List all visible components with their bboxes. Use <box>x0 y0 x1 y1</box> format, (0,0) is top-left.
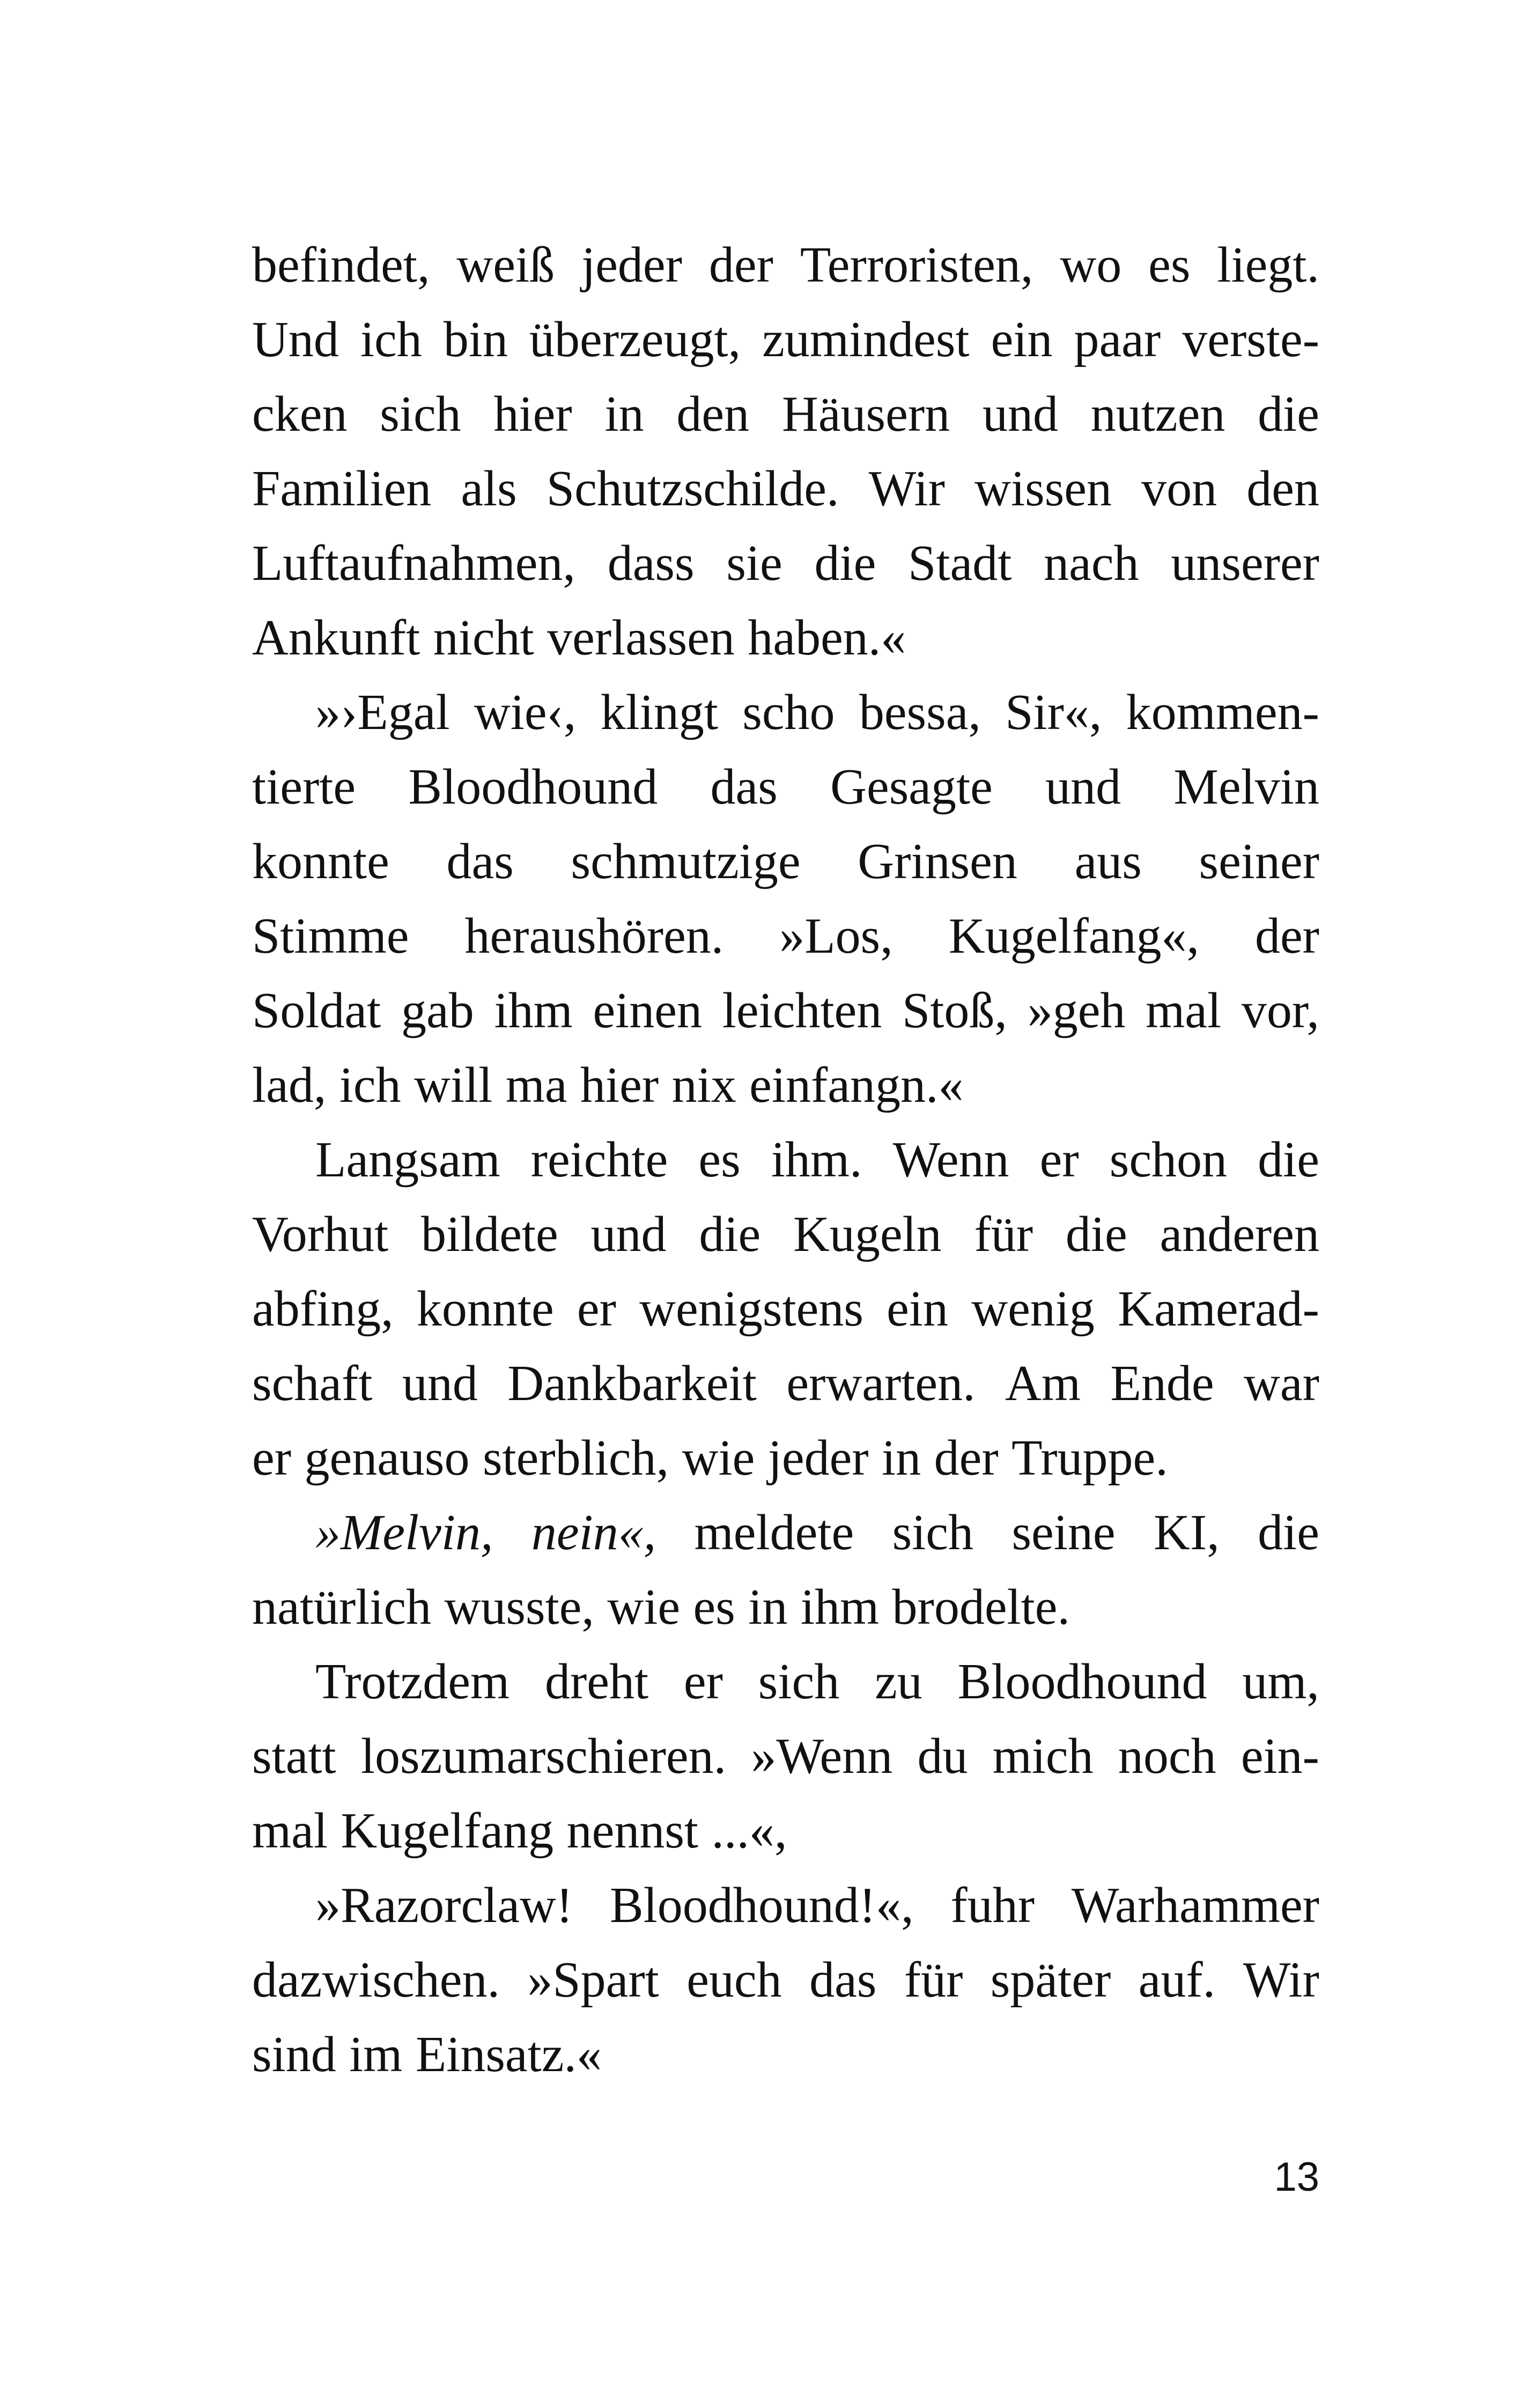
text-line: Stimme heraushören. »Los, Kugelfang«, der <box>252 908 1319 964</box>
text-line: Ankunft nicht verlassen haben.« <box>252 610 906 666</box>
text-line: Soldat gab ihm einen leichten Stoß, »geh mal vor, <box>252 983 1319 1039</box>
text-line: sind im Einsatz.« <box>252 2027 602 2082</box>
text-line: Vorhut bildete und die Kugeln für die anderen <box>252 1206 1319 1262</box>
body-text <box>252 228 1319 2092</box>
paragraph <box>252 1496 1319 1645</box>
text-line: Luftaufnahmen, dass sie die Stadt nach unserer <box>252 535 1319 591</box>
text-line: Und ich bin überzeugt, zumindest ein paar verste- <box>252 312 1319 367</box>
paragraph <box>252 1645 1319 1868</box>
text-line: cken sich hier in den Häusern und nutzen die <box>252 386 1319 442</box>
text-line: »›Egal wie‹, klingt scho bessa, Sir«, kommen- <box>315 684 1319 740</box>
text-line: schaft und Dankbarkeit erwarten. Am Ende war <box>252 1356 1319 1411</box>
paragraph <box>252 228 1319 675</box>
text-line: lad, ich will ma hier nix einfangn.« <box>252 1057 964 1113</box>
text-line: »Melvin, nein«, meldete sich seine KI, die <box>315 1505 1319 1560</box>
paragraph <box>252 1868 1319 2092</box>
text-line: Trotzdem dreht er sich zu Bloodhound um, <box>315 1654 1319 1710</box>
paragraph <box>252 1123 1319 1496</box>
text-line: statt loszumarschieren. »Wenn du mich noch ein- <box>252 1728 1319 1784</box>
text-line: befindet, weiß jeder der Terroristen, wo es liegt. <box>252 237 1319 293</box>
text-line: konnte das schmutzige Grinsen aus seiner <box>252 834 1319 889</box>
text-line: dazwischen. »Spart euch das für später auf. Wir <box>252 1952 1319 2008</box>
text-line: Langsam reichte es ihm. Wenn er schon die <box>315 1132 1319 1188</box>
text-line: mal Kugelfang nennst ...«, <box>252 1803 787 1859</box>
text-line: tierte Bloodhound das Gesagte und Melvin <box>252 759 1319 815</box>
text-line: »Razorclaw! Bloodhound!«, fuhr Warhammer <box>315 1877 1319 1933</box>
text-line: natürlich wusste, wie es in ihm brodelte. <box>252 1579 1070 1635</box>
text-line: er genauso sterblich, wie jeder in der Truppe. <box>252 1430 1168 1486</box>
text-line: abfing, konnte er wenigstens ein wenig Kamerad- <box>252 1281 1319 1337</box>
paragraph <box>252 675 1319 1123</box>
page-number: 13 <box>1274 2154 1319 2200</box>
text-line: Familien als Schutzschilde. Wir wissen von den <box>252 461 1319 517</box>
